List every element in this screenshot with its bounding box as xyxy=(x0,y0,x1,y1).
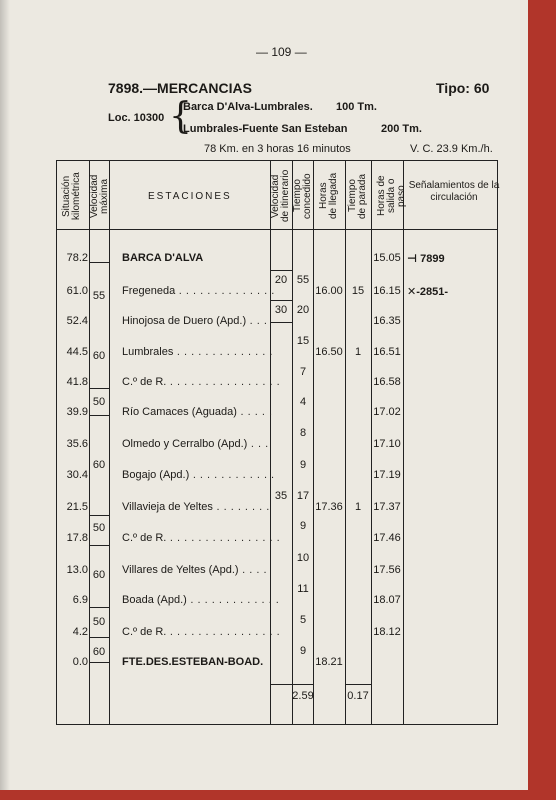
km-value: 0.0 xyxy=(72,656,88,668)
signal-note: ✕-2851- xyxy=(407,286,449,298)
departure-time: 17.46 xyxy=(373,532,401,544)
locomotive-label: Loc. 10300 xyxy=(108,112,165,124)
distance-summary: 78 Km. en 3 horas 16 minutos xyxy=(204,143,351,155)
km-value: 21.5 xyxy=(66,501,88,513)
speed-limit: 50 xyxy=(92,396,106,408)
km-value: 41.8 xyxy=(66,376,88,388)
station-name: C.º de R. . . . . . . . . . . . . . . . . xyxy=(122,532,281,544)
time-allowed: 9 xyxy=(299,645,307,657)
time-allowed: 8 xyxy=(299,427,307,439)
km-value: 52.4 xyxy=(66,315,88,327)
station-name: Lumbrales . . . . . . . . . . . . . . xyxy=(122,346,273,358)
time-allowed: 5 xyxy=(299,614,307,626)
km-value: 61.0 xyxy=(66,285,88,297)
departure-time: 16.51 xyxy=(373,346,401,358)
departure-time: 17.02 xyxy=(373,406,401,418)
time-allowed: 4 xyxy=(299,396,307,408)
km-value: 35.6 xyxy=(66,438,88,450)
load-route-2: Lumbrales-Fuente San Esteban xyxy=(183,123,348,135)
departure-time: 16.58 xyxy=(373,376,401,388)
header-velocidad-maxima: Velocidad máxima xyxy=(89,174,110,218)
km-value: 17.8 xyxy=(66,532,88,544)
itinerary-speed: 30 xyxy=(274,304,288,316)
departure-time: 17.56 xyxy=(373,564,401,576)
commercial-speed: V. C. 23.9 Km./h. xyxy=(410,143,493,155)
departure-time: 17.19 xyxy=(373,469,401,481)
header-situacion: Situación kilométrica xyxy=(61,172,82,220)
total-stop-time: 0.17 xyxy=(347,690,369,702)
time-allowed: 9 xyxy=(299,459,307,471)
header-horas-salida: Horas de salida o paso xyxy=(376,175,407,217)
departure-time: 16.35 xyxy=(373,315,401,327)
km-value: 39.9 xyxy=(66,406,88,418)
station-name: C.º de R. . . . . . . . . . . . . . . . . xyxy=(122,626,281,638)
station-name: FTE.DES.ESTEBAN-BOAD. xyxy=(122,656,264,668)
station-name: Río Camaces (Aguada) . . . . . xyxy=(122,406,273,418)
load-route-1: Barca D'Alva-Lumbrales. xyxy=(183,101,313,113)
km-value: 30.4 xyxy=(66,469,88,481)
km-value: 44.5 xyxy=(66,346,88,358)
load-tonnage-2: 200 Tm. xyxy=(381,123,422,135)
arrival-time: 17.36 xyxy=(315,501,343,513)
time-allowed: 15 xyxy=(296,335,310,347)
train-title: 7898.—MERCANCIAS xyxy=(108,80,252,96)
departure-time: 17.10 xyxy=(373,438,401,450)
speed-limit: 60 xyxy=(92,459,106,471)
signal-note: ⊣ 7899 xyxy=(407,253,445,265)
header-horas-llegada: Horas de llegada xyxy=(318,172,339,220)
header-tiempo-parada: Tiempo de parada xyxy=(347,173,368,219)
departure-time: 15.05 xyxy=(373,252,401,264)
time-allowed: 17 xyxy=(296,490,310,502)
speed-limit: 60 xyxy=(92,646,106,658)
page-binding-shadow xyxy=(0,0,10,790)
speed-limit: 60 xyxy=(92,350,106,362)
speed-limit: 55 xyxy=(92,290,106,302)
speed-limit: 50 xyxy=(92,522,106,534)
station-name: C.º de R. . . . . . . . . . . . . . . . . xyxy=(122,376,281,388)
time-allowed: 9 xyxy=(299,520,307,532)
header-tiempo-concedido: Tiempo concedido xyxy=(292,173,313,219)
brace-symbol: { xyxy=(169,96,192,137)
station-name: Villares de Yeltes (Apd.) . . . . xyxy=(122,564,268,576)
itinerary-speed: 20 xyxy=(274,274,288,286)
km-value: 78.2 xyxy=(66,252,88,264)
station-name: Olmedo y Cerralbo (Apd.) . . . xyxy=(122,438,269,450)
departure-time: 18.12 xyxy=(373,626,401,638)
station-name: Bogajo (Apd.) . . . . . . . . . . . . xyxy=(122,469,275,481)
stop-time: 1 xyxy=(354,346,362,358)
departure-time: 18.07 xyxy=(373,594,401,606)
departure-time: 16.15 xyxy=(373,285,401,297)
station-name: Villavieja de Yeltes . . . . . . . . xyxy=(122,501,270,513)
page-number: — 109 — xyxy=(256,45,307,59)
km-value: 13.0 xyxy=(66,564,88,576)
header-velocidad-itinerario: Velocidad de itinerario xyxy=(270,169,291,223)
arrival-time: 18.21 xyxy=(315,656,343,668)
time-allowed: 7 xyxy=(299,366,307,378)
station-name: BARCA D'ALVA xyxy=(122,252,204,264)
station-name: Hinojosa de Duero (Apd.) . . . xyxy=(122,315,268,327)
km-value: 6.9 xyxy=(72,594,88,606)
arrival-time: 16.00 xyxy=(315,285,343,297)
station-name: Boada (Apd.) . . . . . . . . . . . . . xyxy=(122,594,280,606)
time-allowed: 55 xyxy=(296,274,310,286)
stop-time: 15 xyxy=(351,285,365,297)
train-tipo: Tipo: 60 xyxy=(436,80,490,96)
speed-limit: 60 xyxy=(92,569,106,581)
time-allowed: 20 xyxy=(296,304,310,316)
time-allowed: 11 xyxy=(297,583,309,595)
departure-time: 17.37 xyxy=(373,501,401,513)
km-value: 4.2 xyxy=(72,626,88,638)
load-tonnage-1: 100 Tm. xyxy=(336,101,377,113)
stop-time: 1 xyxy=(354,501,362,513)
time-allowed: 10 xyxy=(296,552,310,564)
itinerary-speed: 35 xyxy=(274,490,288,502)
total-time-allowed: 2.59 xyxy=(292,690,314,702)
speed-limit: 50 xyxy=(92,616,106,628)
header-estaciones: ESTACIONES xyxy=(148,191,232,202)
header-senalamientos: Señalamientos de la circulación xyxy=(408,180,500,203)
station-name: Fregeneda . . . . . . . . . . . . . . xyxy=(122,285,275,297)
arrival-time: 16.50 xyxy=(315,346,343,358)
